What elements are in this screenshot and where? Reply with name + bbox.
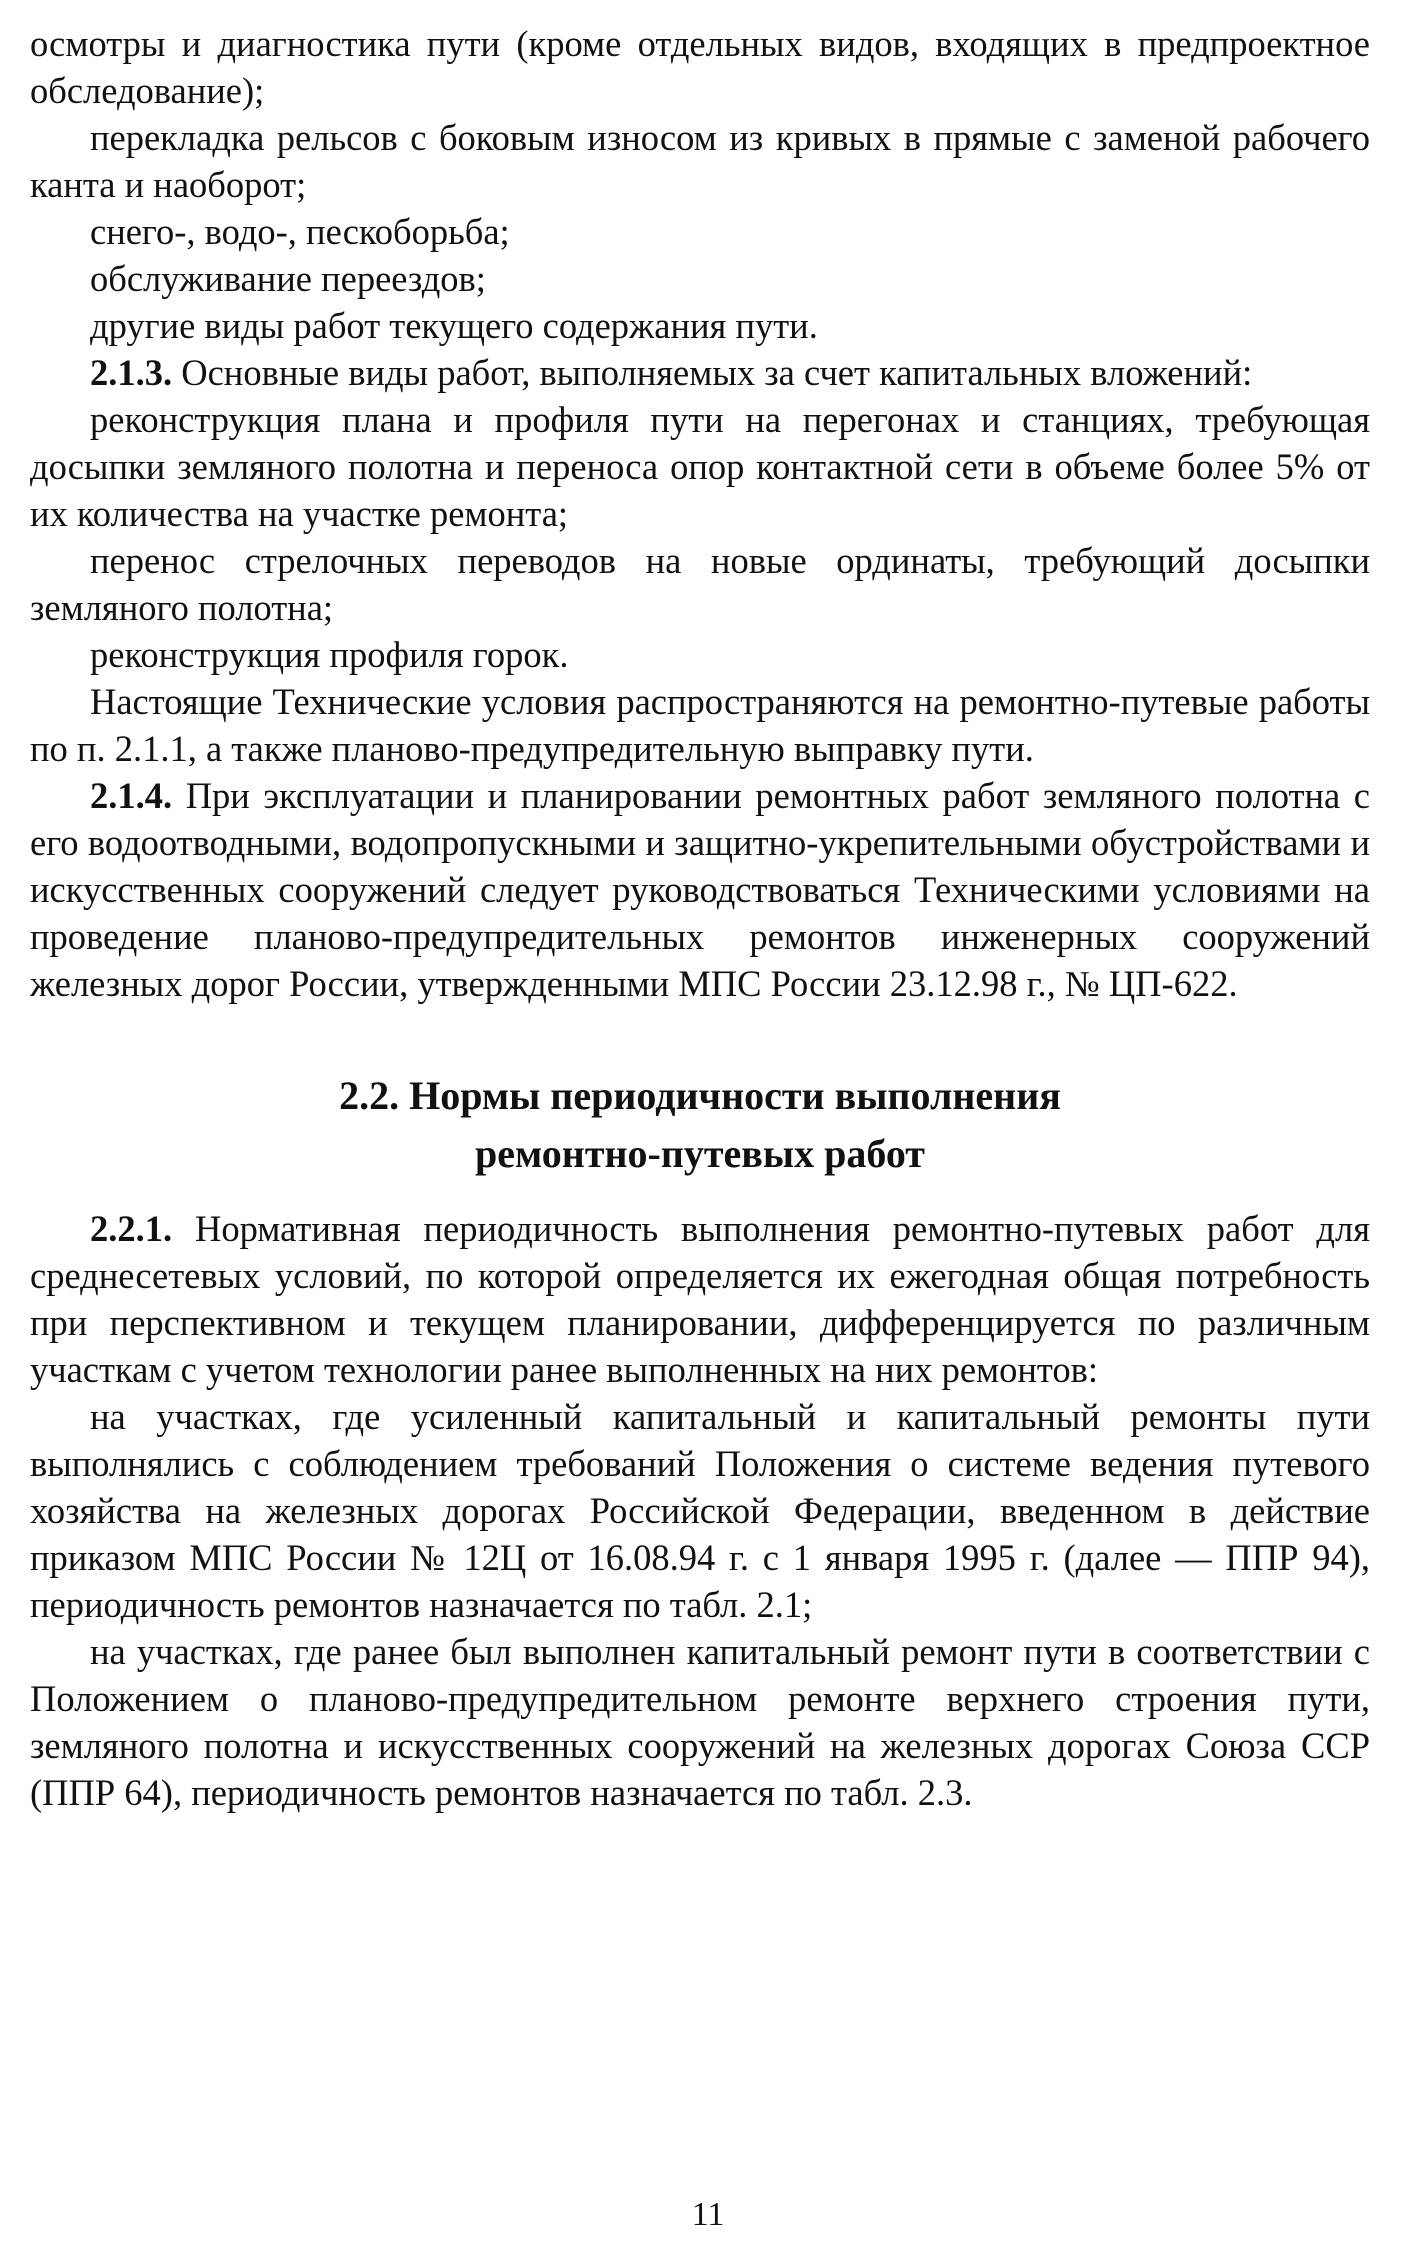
clause-2-1-3 [30, 349, 1370, 396]
paragraph-text: осмотры и диагностика пути (кроме отдельных видов, входящих в предпроектное обследование); [30, 23, 1370, 111]
page-number: 11 [691, 2196, 725, 2233]
section-heading [30, 1067, 1370, 1183]
paragraph-13 [30, 1393, 1370, 1628]
paragraph-3 [30, 208, 1370, 255]
paragraph-7 [30, 396, 1370, 537]
clause-2-2-1 [30, 1205, 1370, 1393]
paragraph-text: При эксплуатации и планировании ремонтных работ земляного полотна с его водоотводными, водопропускными и защитно-укрепительными обустройствами и искусственных сооружений следует руководствоваться Техническими условиями на проведение планово-предупредительных ремонтов инженерных сооружений железных дорог России, утвержденными МПС России 23.12.98 г., № ЦП-622. [30, 775, 1370, 1004]
paragraph-10 [30, 678, 1370, 772]
paragraph-text: перенос стрелочных переводов на новые ординаты, требующий досыпки земляного полотна; [30, 540, 1370, 628]
clause-number: 2.1.3. [90, 352, 173, 393]
paragraph-8 [30, 537, 1370, 631]
section-heading-line-1: 2.2. Нормы периодичности выполнения [339, 1073, 1061, 1118]
paragraph-text: Основные виды работ, выполняемых за счет капитальных вложений: [172, 352, 1253, 393]
paragraph-text: реконструкция профиля горок. [90, 634, 569, 675]
paragraph-text: перекладка рельсов с боковым износом из кривых в прямые с заменой рабочего канта и наоборот; [30, 117, 1370, 205]
paragraph-9 [30, 631, 1370, 678]
paragraph-14 [30, 1628, 1370, 1816]
clause-2-1-4 [30, 772, 1370, 1007]
paragraph-text: другие виды работ текущего содержания пути. [90, 305, 818, 346]
paragraph-text: на участках, где усиленный капитальный и капитальный ремонты пути выполнялись с соблюдением требований Положения о системе ведения путевого хозяйства на железных дорогах Российской Федерации, введенном в действие приказом МПС России № 12Ц от 16.08.94 г. с 1 января 1995 г. (далее — ППР 94), периодичность ремонтов назначается по табл. 2.1; [30, 1396, 1370, 1625]
paragraph-text: реконструкция плана и профиля пути на перегонах и станциях, требующая досыпки земляного полотна и переноса опор контактной сети в объеме более 5% от их количества на участке ремонта; [30, 399, 1370, 534]
clause-number: 2.2.1. [90, 1208, 173, 1249]
paragraph-text: Настоящие Технические условия распространяются на ремонтно-путевые работы по п. 2.1.1, а также планово-предупредительную выправку пути. [30, 681, 1370, 769]
paragraph-4 [30, 255, 1370, 302]
document-page [30, 20, 1370, 1816]
paragraph-1 [30, 20, 1370, 114]
paragraph-text: обслуживание переездов; [90, 258, 486, 299]
paragraph-5 [30, 302, 1370, 349]
clause-number: 2.1.4. [90, 775, 173, 816]
paragraph-text: снего-, водо-, пескоборьба; [90, 211, 510, 252]
paragraph-text: на участках, где ранее был выполнен капитальный ремонт пути в соответствии с Положением о планово-предупредительном ремонте верхнего строения пути, земляного полотна и искусственных сооружений на железных дорогах Союза ССР (ППР 64), периодичность ремонтов назначается по табл. 2.3. [30, 1631, 1370, 1813]
section-heading-line-2: ремонтно-путевых работ [475, 1131, 925, 1176]
paragraph-text: Нормативная периодичность выполнения ремонтно-путевых работ для среднесетевых условий, по которой определяется их ежегодная общая потребность при перспективном и текущем планировании, дифференцируется по различным участкам с учетом технологии ранее выполненных на них ремонтов: [30, 1208, 1370, 1390]
paragraph-2 [30, 114, 1370, 208]
